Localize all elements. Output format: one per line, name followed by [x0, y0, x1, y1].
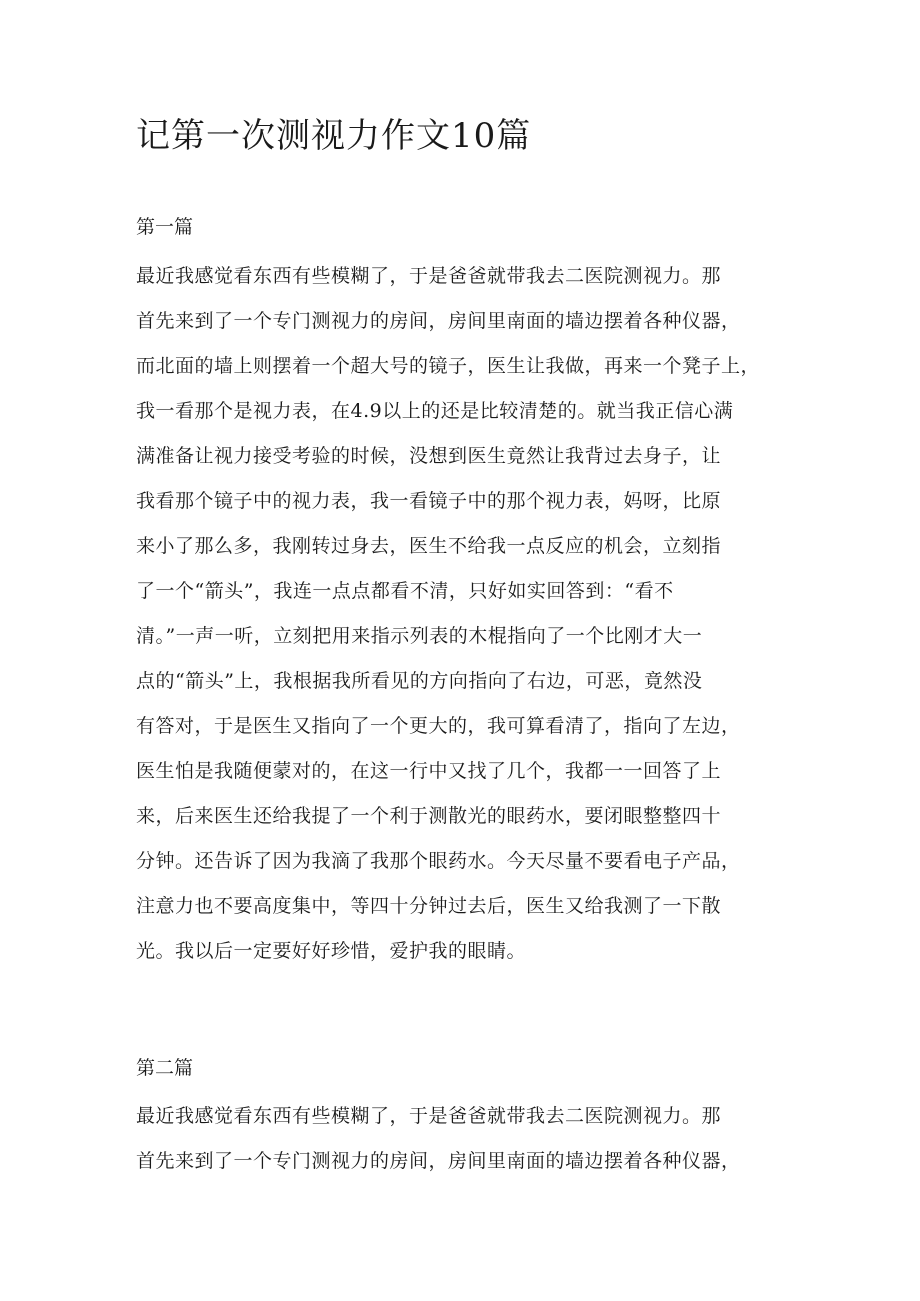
paragraph-line: 首先来到了一个专门测视力的房间，房间里南面的墙边摆着各种仪器， [136, 310, 741, 332]
paragraph-line: 了一个“箭头”，我连一点点都看不清，只好如实回答到：“看不 [136, 580, 674, 602]
paragraph-line: 来小了那么多，我刚转过身去，医生不给我一点反应的机会，立刻指 [136, 535, 722, 557]
paragraph-line: 清。”一声一听，立刻把用来指示列表的木棍指向了一个比刚才大一 [136, 625, 703, 647]
section-heading-2: 第二篇 [136, 1057, 194, 1079]
paragraph-line: 光。我以后一定要好好珍惜，爱护我的眼睛。 [136, 940, 527, 962]
paragraph-line: 而北面的墙上则摆着一个超大号的镜子，医生让我做，再来一个凳子上， [136, 355, 761, 377]
paragraph-line: 首先来到了一个专门测视力的房间，房间里南面的墙边摆着各种仪器， [136, 1150, 741, 1172]
paragraph-line: 最近我感觉看东西有些模糊了，于是爸爸就带我去二医院测视力。那 [136, 1105, 722, 1127]
paragraph-line: 注意力也不要高度集中，等四十分钟过去后，医生又给我测了一下散 [136, 895, 722, 917]
paragraph-line: 来，后来医生还给我提了一个利于测散光的眼药水，要闭眼整整四十 [136, 805, 722, 827]
paragraph-line: 分钟。还告诉了因为我滴了我那个眼药水。今天尽量不要看电子产品， [136, 850, 741, 872]
paragraph-line: 我看那个镜子中的视力表，我一看镜子中的那个视力表，妈呀，比原 [136, 490, 722, 512]
paragraph-line: 有答对，于是医生又指向了一个更大的，我可算看清了，指向了左边， [136, 715, 741, 737]
paragraph-line: 医生怕是我随便蒙对的，在这一行中又找了几个，我都一一回答了上 [136, 760, 722, 782]
section-heading-1: 第一篇 [136, 216, 194, 238]
document-title: 记第一次测视力作文10篇 [136, 116, 532, 156]
paragraph-line: 点的“箭头”上，我根据我所看见的方向指向了右边，可恶，竟然没 [136, 670, 703, 692]
paragraph-line: 满准备让视力接受考验的时候，没想到医生竟然让我背过去身子，让 [136, 445, 722, 467]
paragraph-line: 我一看那个是视力表，在4.9以上的还是比较清楚的。就当我正信心满 [136, 400, 734, 422]
paragraph-line: 最近我感觉看东西有些模糊了，于是爸爸就带我去二医院测视力。那 [136, 265, 722, 287]
